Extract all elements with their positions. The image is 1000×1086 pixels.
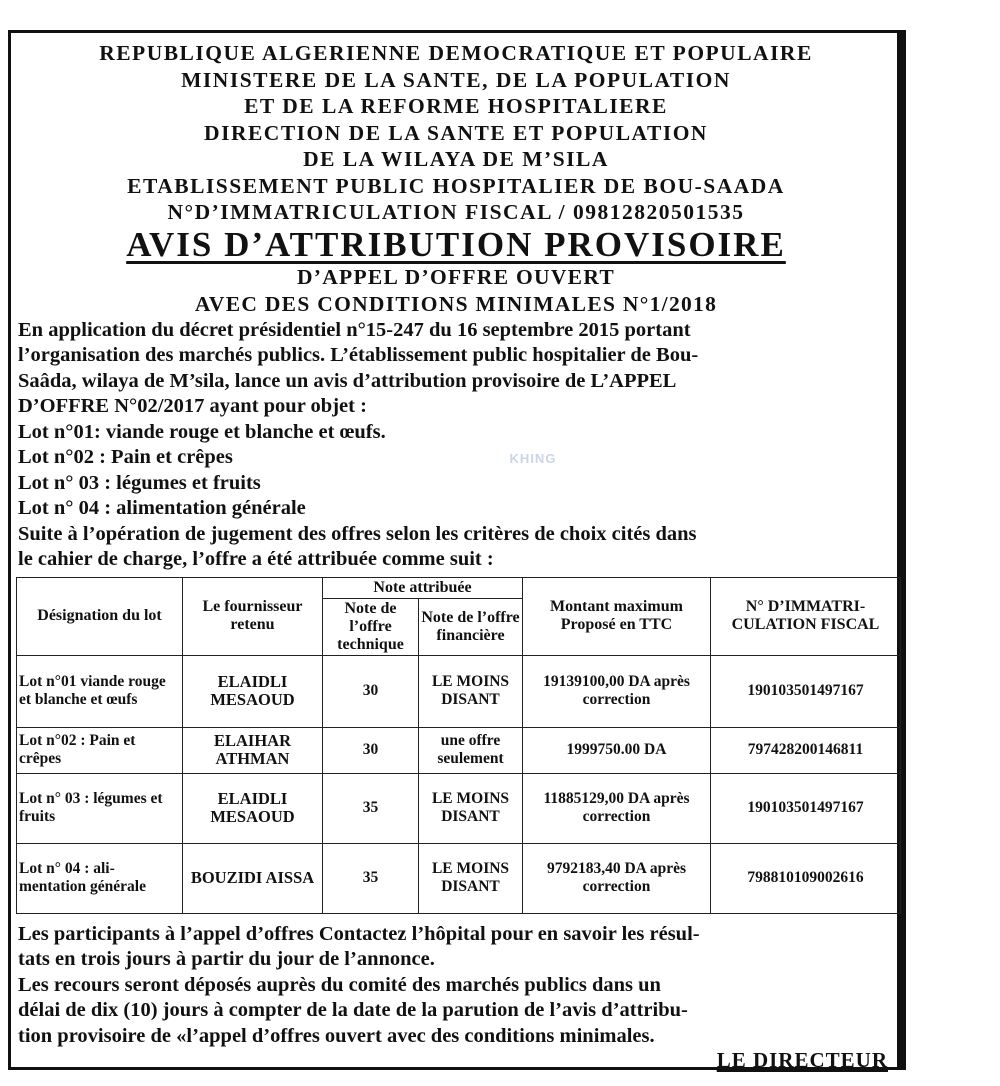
col-header-supplier: Le fournisseur retenu xyxy=(183,577,323,655)
judgement-line: le cahier de charge, l’offre a été attribuée comme suit : xyxy=(18,548,494,570)
notice-content xyxy=(18,40,894,1073)
cell-note-tech: 30 xyxy=(323,655,419,727)
header-line: DE LA WILAYA DE M’SILA xyxy=(303,147,609,171)
cell-supplier: ELAIDLI MESAOUD xyxy=(183,773,323,843)
header-line: ET DE LA REFORME HOSPITALIERE xyxy=(244,94,668,118)
cell-note-tech: 35 xyxy=(323,773,419,843)
footer-line: Les recours seront déposés auprès du comité des marchés publics dans un xyxy=(18,973,661,996)
header-line: DIRECTION DE LA SANTE ET POPULATION xyxy=(204,120,708,145)
col-header-designation: Désignation du lot xyxy=(17,577,183,655)
attribution-table xyxy=(16,577,901,914)
table-row xyxy=(17,773,901,843)
cell-supplier: ELAIHAR ATHMAN xyxy=(183,727,323,773)
header-line: ETABLISSEMENT PUBLIC HOSPITALIER DE BOU-SAADA xyxy=(127,173,785,198)
cell-nif: 797428200146811 xyxy=(711,727,901,773)
col-header-note-fin: Note de l’offre financière xyxy=(419,598,523,655)
cell-amount: 9792183,40 DA après correction xyxy=(523,843,711,913)
lot-item: Lot n° 04 : alimentation générale xyxy=(18,497,306,519)
cell-supplier: ELAIDLI MESAOUD xyxy=(183,655,323,727)
cell-note-fin: LE MOINS DISANT xyxy=(419,655,523,727)
footer-line: Les participants à l’appel d’offres Contactez l’hôpital pour en savoir les résul- xyxy=(18,922,700,945)
cell-nif: 798810109002616 xyxy=(711,843,901,913)
cell-note-tech: 30 xyxy=(323,727,419,773)
cell-designation: Lot n° 03 : légumes et fruits xyxy=(17,773,183,843)
cell-supplier: BOUZIDI AISSA xyxy=(183,843,323,913)
notice-subtitle-1: D’APPEL D’OFFRE OUVERT xyxy=(296,264,616,289)
cell-nif: 190103501497167 xyxy=(711,773,901,843)
cell-note-tech: 35 xyxy=(323,843,419,913)
table-row xyxy=(17,843,901,913)
intro-line: Saâda, wilaya de M’sila, lance un avis d’attribution provisoire de L’APPEL xyxy=(18,369,677,392)
header-block xyxy=(18,40,894,226)
notice-subtitle-2: AVEC DES CONDITIONS MINIMALES N°1/2018 xyxy=(194,291,718,316)
cell-designation: Lot n° 04 : ali-mentation générale xyxy=(17,843,183,913)
cell-designation: Lot n°01 viande rouge et blanche et œufs xyxy=(17,655,183,727)
notice-title-text: AVIS D’ATTRIBUTION PROVISOIRE xyxy=(126,224,786,264)
intro-line: En application du décret présidentiel n°15-247 du 16 septembre 2015 portant xyxy=(18,318,691,341)
footer-paragraph xyxy=(18,922,894,1050)
cell-note-fin: LE MOINS DISANT xyxy=(419,843,523,913)
cell-amount: 1999750.00 DA xyxy=(523,727,711,773)
table-header-row xyxy=(17,577,901,598)
cell-amount: 19139100,00 DA après correction xyxy=(523,655,711,727)
lot-item: Lot n°02 : Pain et crêpes xyxy=(18,446,233,468)
col-header-nif: N° D’IMMATRI-CULATION FISCAL xyxy=(711,577,901,655)
judgement-paragraph xyxy=(18,522,894,573)
cell-nif: 190103501497167 xyxy=(711,655,901,727)
col-header-amount: Montant maximum Proposé en TTC xyxy=(523,577,711,655)
cell-designation: Lot n°02 : Pain et crêpes xyxy=(17,727,183,773)
col-header-note-group: Note attribuée xyxy=(323,577,523,598)
watermark-logo xyxy=(468,452,598,466)
signer-title: LE DIRECTEUR xyxy=(716,1048,888,1072)
header-line: MINISTERE DE LA SANTE, DE LA POPULATION xyxy=(181,67,731,92)
col-header-note-tech: Note de l’offre technique xyxy=(323,598,419,655)
intro-line: l’organisation des marchés publics. L’établissement public hospitalier de Bou- xyxy=(18,344,699,366)
table-row xyxy=(17,727,901,773)
cell-note-fin: une offre seulement xyxy=(419,727,523,773)
cell-amount: 11885129,00 DA après correction xyxy=(523,773,711,843)
table-row xyxy=(17,655,901,727)
header-line: REPUBLIQUE ALGERIENNE DEMOCRATIQUE ET POPULAIRE xyxy=(99,41,813,65)
intro-line: D’OFFRE N°02/2017 ayant pour objet : xyxy=(18,395,367,417)
lot-item: Lot n°01: viande rouge et blanche et œufs. xyxy=(18,420,386,443)
footer-line: tion provisoire de «l’appel d’offres ouvert avec des conditions minimales. xyxy=(18,1024,655,1047)
footer-line: tats en trois jours à partir du jour de l’annonce. xyxy=(18,948,435,970)
lots-list xyxy=(18,420,894,522)
notice-title xyxy=(18,226,894,264)
lot-item: Lot n° 03 : légumes et fruits xyxy=(18,471,261,494)
judgement-line: Suite à l’opération de jugement des offres selon les critères de choix cités dans xyxy=(18,522,697,545)
header-line: N°D’IMMATRICULATION FISCAL / 09812820501535 xyxy=(167,200,745,224)
intro-paragraph xyxy=(18,318,894,420)
watermark-text: KHING xyxy=(509,451,557,466)
footer-line: délai de dix (10) jours à compter de la date de la parution de l’avis d’attribu- xyxy=(18,999,688,1021)
cell-note-fin: LE MOINS DISANT xyxy=(419,773,523,843)
